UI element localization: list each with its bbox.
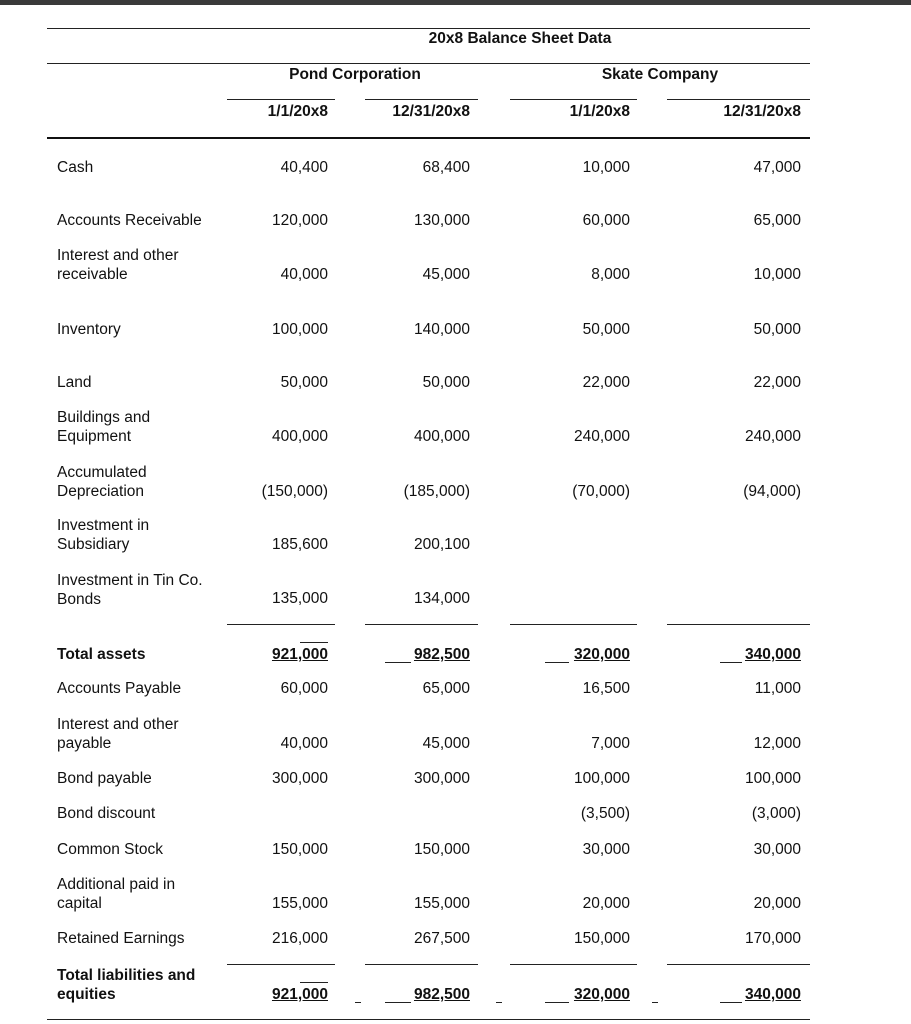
title-bottom-rule — [47, 63, 810, 64]
row-label-total: Total liabilities and equities — [57, 967, 196, 1003]
top-bar — [0, 0, 911, 5]
dash-mark — [496, 1002, 502, 1003]
cell-value: 130,000 — [413, 212, 470, 229]
total-value: 982,500 — [413, 646, 470, 663]
cell-value: 155,000 — [413, 895, 470, 912]
row-label: Land — [57, 374, 92, 391]
date-header: 1/1/20x8 — [267, 103, 328, 120]
row-label: Interest and other payable — [57, 716, 179, 752]
total-value: 320,000 — [573, 986, 630, 1003]
date-header: 12/31/20x8 — [392, 103, 470, 120]
total-value: 921,000 — [271, 986, 328, 1003]
cell-value: 50,000 — [280, 374, 328, 391]
cell-value: 7,000 — [591, 735, 630, 752]
subtotal-rule — [510, 964, 637, 965]
total-value: 921,000 — [271, 646, 328, 663]
cell-value: (94,000) — [743, 483, 801, 500]
total-underline-ext — [545, 1002, 569, 1003]
date-rule-3 — [510, 99, 637, 100]
overline-mark — [300, 642, 328, 643]
cell-value: 12,000 — [753, 735, 801, 752]
cell-value: 400,000 — [413, 428, 470, 445]
cell-value: 60,000 — [280, 680, 328, 697]
date-rule-1 — [227, 99, 335, 100]
cell-value: 40,000 — [280, 266, 328, 283]
row-label: Retained Earnings — [57, 930, 185, 947]
total-underline-ext — [720, 1002, 742, 1003]
row-label: Common Stock — [57, 841, 163, 858]
row-label: Inventory — [57, 321, 121, 338]
cell-value: 135,000 — [271, 590, 328, 607]
cell-value: 150,000 — [573, 930, 630, 947]
cell-value: 10,000 — [753, 266, 801, 283]
cell-value: 134,000 — [413, 590, 470, 607]
cell-value: (185,000) — [403, 483, 470, 500]
date-header: 1/1/20x8 — [569, 103, 630, 120]
row-label: Accounts Payable — [57, 680, 182, 697]
cell-value: 50,000 — [582, 321, 630, 338]
table-bottom-rule — [47, 1019, 810, 1020]
dash-mark — [652, 1002, 658, 1003]
cell-value: 216,000 — [271, 930, 328, 947]
cell-value: 30,000 — [753, 841, 801, 858]
cell-value: 45,000 — [422, 735, 470, 752]
header-bottom-rule — [47, 137, 810, 139]
date-header: 12/31/20x8 — [723, 103, 801, 120]
row-label: Investment in Subsidiary — [57, 517, 150, 553]
cell-value: 65,000 — [753, 212, 801, 229]
subtotal-rule — [365, 964, 478, 965]
subtotal-rule — [227, 964, 335, 965]
cell-value: (3,000) — [751, 805, 801, 822]
cell-value: 150,000 — [271, 841, 328, 858]
cell-value: 20,000 — [753, 895, 801, 912]
dash-mark — [355, 1002, 361, 1003]
cell-value: 60,000 — [582, 212, 630, 229]
cell-value: 45,000 — [422, 266, 470, 283]
total-underline-ext — [385, 662, 411, 663]
cell-value: 22,000 — [753, 374, 801, 391]
row-label-total: Total assets — [57, 646, 146, 663]
table-title: 20x8 Balance Sheet Data — [428, 30, 612, 47]
cell-value: 300,000 — [271, 770, 328, 787]
cell-value: 300,000 — [413, 770, 470, 787]
cell-value: 267,500 — [413, 930, 470, 947]
row-label: Investment in Tin Co. Bonds — [57, 572, 203, 608]
cell-value: 50,000 — [753, 321, 801, 338]
total-value: 320,000 — [573, 646, 630, 663]
total-value: 340,000 — [744, 646, 801, 663]
cell-value: 100,000 — [744, 770, 801, 787]
cell-value: 30,000 — [582, 841, 630, 858]
cell-value: 40,000 — [280, 735, 328, 752]
total-underline-ext — [385, 1002, 411, 1003]
row-label: Accounts Receivable — [57, 212, 202, 229]
cell-value: 47,000 — [753, 159, 801, 176]
cell-value: 22,000 — [582, 374, 630, 391]
cell-value: 11,000 — [754, 680, 801, 697]
total-underline-ext — [545, 662, 569, 663]
total-value: 982,500 — [413, 986, 470, 1003]
date-rule-4 — [667, 99, 810, 100]
subtotal-rule — [667, 624, 810, 625]
cell-value: 400,000 — [271, 428, 328, 445]
subtotal-rule — [365, 624, 478, 625]
cell-value: 65,000 — [422, 680, 470, 697]
subtotal-rule — [510, 624, 637, 625]
cell-value: (70,000) — [572, 483, 630, 500]
cell-value: 40,400 — [280, 159, 328, 176]
cell-value: 200,100 — [413, 536, 470, 553]
row-label: Bond payable — [57, 770, 152, 787]
cell-value: 68,400 — [422, 159, 470, 176]
cell-value: 150,000 — [413, 841, 470, 858]
total-underline-ext — [720, 662, 742, 663]
cell-value: 8,000 — [591, 266, 630, 283]
subtotal-rule — [227, 624, 335, 625]
row-label: Additional paid in capital — [57, 876, 176, 912]
row-label: Cash — [57, 159, 94, 176]
row-label: Bond discount — [57, 805, 156, 822]
cell-value: (150,000) — [261, 483, 328, 500]
row-label: Buildings and Equipment — [57, 409, 151, 445]
cell-value: 155,000 — [271, 895, 328, 912]
cell-value: 16,500 — [582, 680, 630, 697]
cell-value: 170,000 — [744, 930, 801, 947]
row-label: Accumulated Depreciation — [57, 464, 147, 500]
cell-value: 50,000 — [422, 374, 470, 391]
cell-value: 240,000 — [573, 428, 630, 445]
cell-value: 140,000 — [413, 321, 470, 338]
overline-mark — [300, 982, 328, 983]
cell-value: 100,000 — [573, 770, 630, 787]
row-label: Interest and other receivable — [57, 247, 179, 283]
cell-value: 240,000 — [744, 428, 801, 445]
cell-value: 120,000 — [271, 212, 328, 229]
cell-value: 185,600 — [271, 536, 328, 553]
cell-value: (3,500) — [580, 805, 630, 822]
total-value: 340,000 — [744, 986, 801, 1003]
cell-value: 20,000 — [582, 895, 630, 912]
cell-value: 100,000 — [271, 321, 328, 338]
company-skate: Skate Company — [601, 66, 719, 83]
cell-value: 10,000 — [582, 159, 630, 176]
subtotal-rule — [667, 964, 810, 965]
date-rule-2 — [365, 99, 478, 100]
company-pond: Pond Corporation — [289, 66, 421, 83]
